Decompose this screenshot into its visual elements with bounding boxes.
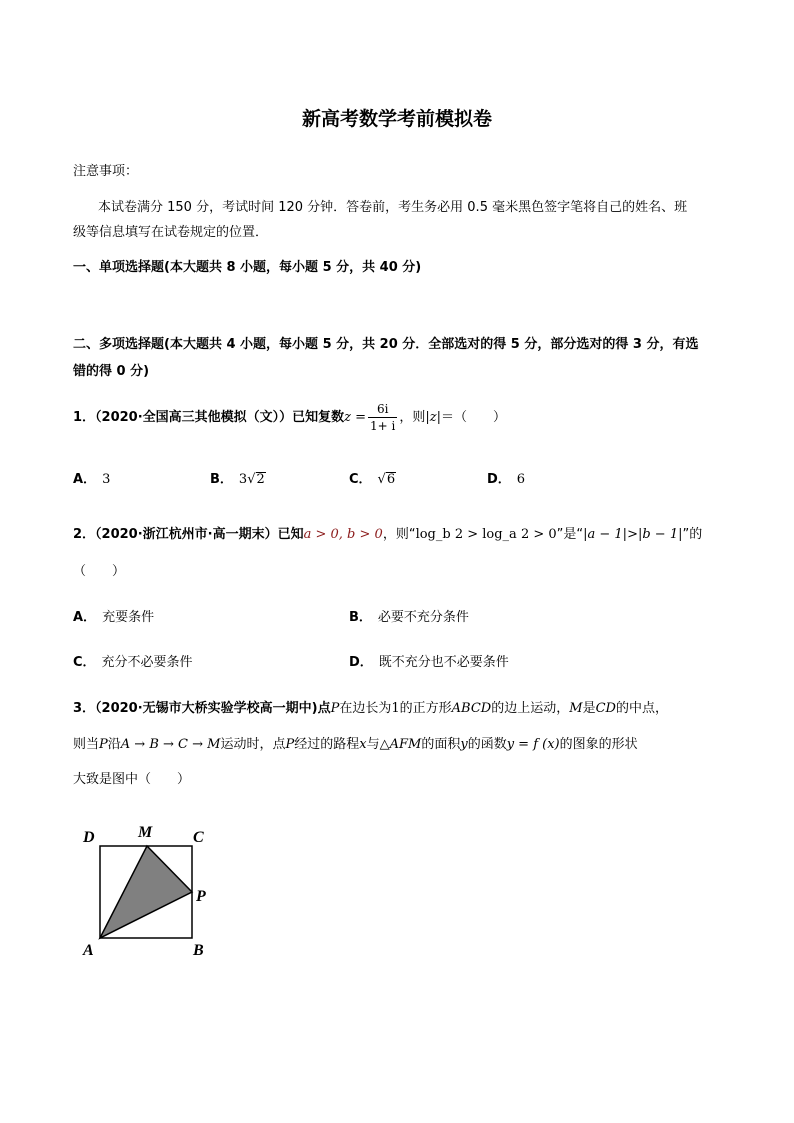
label-d: D (83, 829, 95, 846)
q1-option-c-label: C． (349, 472, 372, 487)
q2-abs-expr: |a − 1|>|b − 1| (583, 527, 683, 542)
q3-l2-suffix: 的图象的形状 (559, 737, 638, 752)
q3-l1-mid4: 是 (582, 701, 596, 716)
q1-z-eq: z = (344, 410, 367, 425)
q2-option-a (73, 606, 154, 625)
question-3-line2 (73, 733, 638, 752)
q1-option-d (487, 468, 525, 487)
q2-option-b-label: B． (349, 610, 372, 625)
q3-l2-along: 沿 (107, 737, 121, 752)
question-3-line3: 大致是图中（ ） (73, 772, 191, 787)
q2-option-d-label: D． (349, 655, 373, 670)
q2-option-a-text: 充要条件 (102, 610, 155, 625)
q3-var-y: y (460, 737, 468, 752)
q3-l2-mid1: 运动时，点 (220, 737, 286, 752)
q1-option-b (210, 468, 266, 487)
label-c: C (193, 829, 204, 846)
q3-l1-mid3: 的边上运动， (491, 701, 570, 716)
q2-option-a-label: A． (73, 610, 97, 625)
q1-option-a (73, 468, 110, 487)
label-m: M (138, 824, 153, 841)
section2-heading-line2: 错的得 0 分) (73, 364, 150, 379)
q2-option-d (349, 651, 509, 670)
q2-option-c (73, 651, 193, 670)
q3-side-length: 1 (391, 701, 400, 716)
q1-prefix: 1．（2020·全国高三其他模拟（文））已知复数 (73, 410, 345, 425)
q3-l2-mid4: 的面积 (421, 737, 461, 752)
q3-l2-point-p2: P (285, 737, 295, 752)
q1-abs-z: |z| (425, 410, 442, 425)
q3-l1-mid2: 的正方形 (399, 701, 452, 716)
q2-mid1: ，则“ (382, 527, 416, 542)
q3-l2-mid2: 经过的路程 (294, 737, 360, 752)
q3-segment-cd: CD (595, 701, 616, 716)
notice-text-line2: 级等信息填写在试卷规定的位置． (73, 225, 269, 240)
q2-suffix: ”的 (682, 527, 703, 542)
q2-option-c-label: C． (73, 655, 96, 670)
q3-triangle-afm: AFM (389, 737, 422, 752)
q1-mid: ，则 (399, 410, 426, 425)
q3-l1-suffix: 的中点， (615, 701, 668, 716)
q1-option-c (349, 468, 396, 487)
square-figure (78, 820, 218, 960)
q1-option-d-label: D． (487, 472, 511, 487)
section2-heading-line1: 二、多项选择题(本大题共 4 小题，每小题 5 分，共 20 分．全部选对的得 5 分，部分选对的得 3 分，有选 (73, 337, 699, 352)
label-b: B (193, 942, 204, 959)
q2-option-d-text: 既不充分也不必要条件 (378, 655, 509, 670)
q1-option-c-radical-sign: √ (377, 472, 386, 487)
q3-path: A → B → C → M (120, 737, 221, 752)
notice-heading: 注意事项： (73, 164, 139, 179)
question-3-line1 (73, 697, 668, 716)
q1-option-b-label: B． (210, 472, 233, 487)
q3-l2-prefix: 则当 (73, 737, 100, 752)
question-1 (73, 402, 506, 433)
q2-condition: a > 0, b > 0 (303, 527, 383, 542)
section1-heading: 一、单项选择题(本大题共 8 小题，每小题 5 分，共 40 分) (73, 260, 422, 275)
q3-l2-mid3: 与△ (366, 737, 390, 752)
q3-point-p: P (330, 701, 340, 716)
q1-option-c-radicand: 6 (386, 472, 396, 487)
q2-blank: （ ） (73, 564, 126, 579)
q3-l2-point-p: P (99, 737, 108, 752)
q2-option-b-text: 必要不充分条件 (377, 610, 469, 625)
q1-option-b-radical-sign: √ (247, 472, 256, 487)
q1-option-b-coef: 3 (238, 472, 248, 487)
q1-frac-num: 6i (368, 402, 397, 418)
q3-prefix: 3．（2020·无锡市大桥实验学校高一期中)点 (73, 701, 331, 716)
q1-option-a-label: A． (73, 472, 97, 487)
q2-prefix: 2．（2020·浙江杭州市·高一期末）已知 (73, 527, 304, 542)
question-2 (73, 523, 702, 542)
q2-option-b (349, 606, 469, 625)
q2-mid2: ”是“ (556, 527, 584, 542)
q1-option-a-value: 3 (102, 472, 111, 487)
q2-option-c-text: 充分不必要条件 (101, 655, 193, 670)
q1-option-d-value: 6 (516, 472, 526, 487)
label-p: P (196, 888, 206, 905)
q3-point-m: M (569, 701, 583, 716)
notice-text-line1: 本试卷满分 150 分，考试时间 120 分钟．答卷前，考生务必用 0.5 毫米黑色签字笔将自己的姓名、班 (98, 200, 688, 215)
shaded-triangle (100, 846, 192, 938)
q2-log-expr: log_b 2 > log_a 2 > 0 (415, 527, 557, 542)
q1-frac-den: 1+ i (370, 419, 396, 433)
q3-square-abcd: ABCD (451, 701, 492, 716)
q1-fraction (368, 402, 397, 433)
q3-l2-mid5: 的函数 (467, 737, 507, 752)
q1-suffix: ＝（ ） (441, 410, 507, 425)
q3-var-x: x (359, 737, 367, 752)
page-title: 新高考数学考前模拟卷 (301, 108, 492, 130)
q3-func: y = f (x) (506, 737, 560, 752)
q1-option-b-radicand: 2 (256, 472, 265, 487)
label-a: A (83, 942, 94, 959)
q3-l1-mid1: 在边长为 (339, 701, 392, 716)
